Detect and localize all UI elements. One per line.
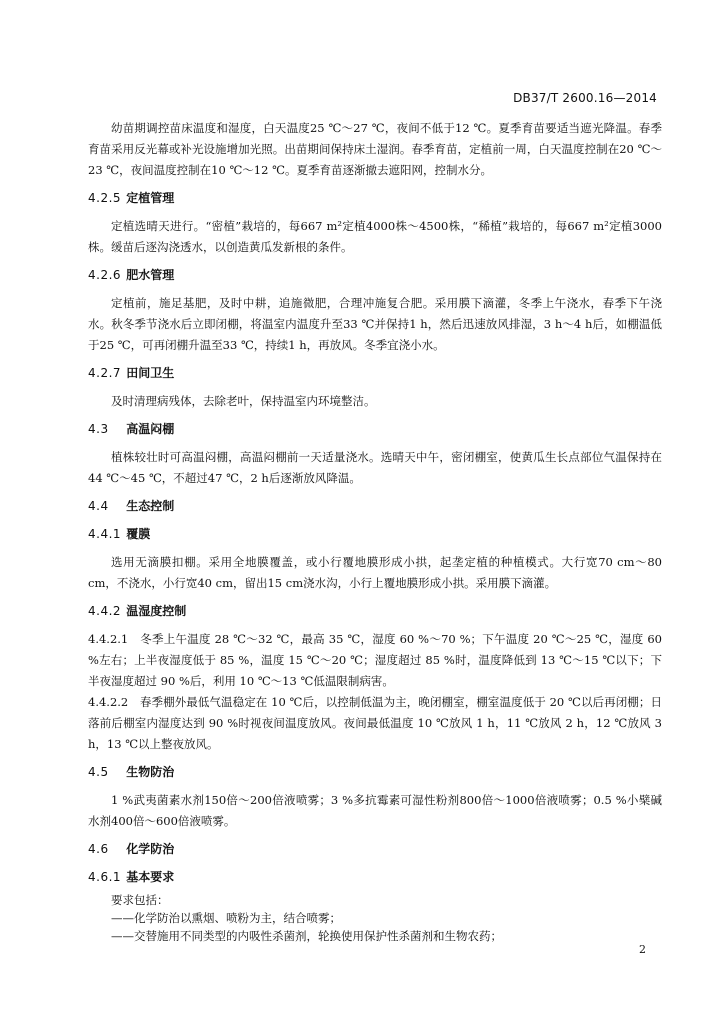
section-heading xyxy=(88,265,662,286)
paragraph: 植株较壮时可高温闷棚，高温闷棚前一天适量浇水。选晴天中午，密闭棚室，使黄瓜生长点部位气温保持在44 ℃～45 ℃，不超过47 ℃，2 h后逐渐放风降温。 xyxy=(88,450,662,485)
list-item: 要求包括： xyxy=(111,893,169,907)
paragraph: 定植前，施足基肥，及时中耕，追施微肥，合理冲施复合肥。采用膜下滴灌，冬季上午浇水，春季下午浇水。秋冬季节浇水后立即闭棚，将温室内温度升至33 ℃并保持1 h，然后迅速放风排湿，3 h～4 h后，如棚温低于25 ℃，可再闭棚升温至33 ℃，持续1 h，再放风。冬季宜浇小水。 xyxy=(88,296,662,352)
paragraph: 幼苗期调控苗床温度和湿度，白天温度25 ℃～27 ℃，夜间不低于12 ℃。夏季育苗要适当遮光降温。春季育苗采用反光幕或补光设施增加光照。出苗期间保持床土湿润。春季育苗，定植前一周，白天温度控制在20 ℃～23 ℃，夜间温度控制在10 ℃～12 ℃。夏季育苗逐渐撤去遮阳网，控制水分。 xyxy=(88,121,662,177)
section-title: 肥水管理 xyxy=(126,268,175,282)
section-number: 4.5 xyxy=(88,765,109,779)
section-heading xyxy=(88,601,662,622)
section-title: 高温闷棚 xyxy=(126,422,175,436)
paragraph: 及时清理病残体，去除老叶，保持温室内环境整洁。 xyxy=(111,394,376,408)
section-heading xyxy=(88,524,662,545)
clause-paragraph: 4.4.2.1 冬季上午温度 28 ℃～32 ℃，最高 35 ℃，湿度 60 %～70 %；下午温度 20 ℃～25 ℃，湿度 60 %左右；上半夜湿度低于 85 %，温度 15 ℃～20 ℃；湿度超过 85 %时，温度降低到 13 ℃～15 ℃以下；下半夜湿度超过 90 %后，利用 10 ℃～13 ℃低温限制病害。 xyxy=(88,632,662,688)
section-number: 4.2.6 xyxy=(88,268,122,282)
section-number: 4.2.7 xyxy=(88,366,122,380)
section-number: 4.4.2 xyxy=(88,604,122,618)
section-number: 4.6.1 xyxy=(88,870,122,884)
section-title: 生态控制 xyxy=(126,499,175,513)
page-number: 2 xyxy=(639,943,646,956)
section-number: 4.3 xyxy=(88,422,109,436)
section-title: 基本要求 xyxy=(126,870,175,884)
paragraph: 1 %武夷菌素水剂150倍～200倍液喷雾；3 %多抗霉素可湿性粉剂800倍～1000倍液喷雾；0.5 %小檗碱水剂400倍～600倍液喷雾。 xyxy=(88,793,662,828)
list-item: ——交替施用不同类型的内吸性杀菌剂，轮换使用保护性杀菌剂和生物农药； xyxy=(111,929,502,943)
section-title: 化学防治 xyxy=(126,842,175,856)
section-title: 田间卫生 xyxy=(126,366,175,380)
document-body xyxy=(88,118,662,945)
section-number: 4.4 xyxy=(88,499,109,513)
section-heading xyxy=(88,363,662,384)
paragraph: 定植选晴天进行。“密植”栽培的，每667 m²定植4000株～4500株，“稀植”栽培的，每667 m²定植3000株。缓苗后逐沟浇透水，以创造黄瓜发新根的条件。 xyxy=(88,219,662,254)
section-heading xyxy=(88,188,662,209)
clause-paragraph: 4.4.2.2 春季棚外最低气温稳定在 10 ℃后，以控制低温为主，晚闭棚室，棚室温度低于 20 ℃以后再闭棚；日落前后棚室内湿度达到 90 %时视夜间温度放风。夜间最低温度 10 ℃放风 1 h，11 ℃放风 2 h，12 ℃放风 3 h，13 ℃以上整夜放风。 xyxy=(88,695,662,751)
section-heading xyxy=(88,496,662,517)
section-heading xyxy=(88,867,662,888)
list-item: ——化学防治以熏烟、喷粉为主，结合喷雾； xyxy=(111,911,341,925)
document-header: DB37/T 2600.16—2014 xyxy=(513,91,657,105)
section-heading xyxy=(88,762,662,783)
section-number: 4.2.5 xyxy=(88,191,122,205)
requirement-list xyxy=(88,891,662,945)
section-title: 温湿度控制 xyxy=(126,604,187,618)
section-title: 定植管理 xyxy=(126,191,175,205)
section-title: 生物防治 xyxy=(126,765,175,779)
section-number: 4.6 xyxy=(88,842,109,856)
paragraph: 选用无滴膜扣棚。采用全地膜覆盖，或小行覆地膜形成小拱，起垄定植的种植模式。大行宽70 cm～80 cm，不浇水，小行宽40 cm，留出15 cm浇水沟，小行上覆地膜形成小拱。采用膜下滴灌。 xyxy=(88,555,662,590)
section-heading xyxy=(88,419,662,440)
section-number: 4.4.1 xyxy=(88,527,122,541)
section-heading xyxy=(88,839,662,860)
section-title: 覆膜 xyxy=(126,527,151,541)
